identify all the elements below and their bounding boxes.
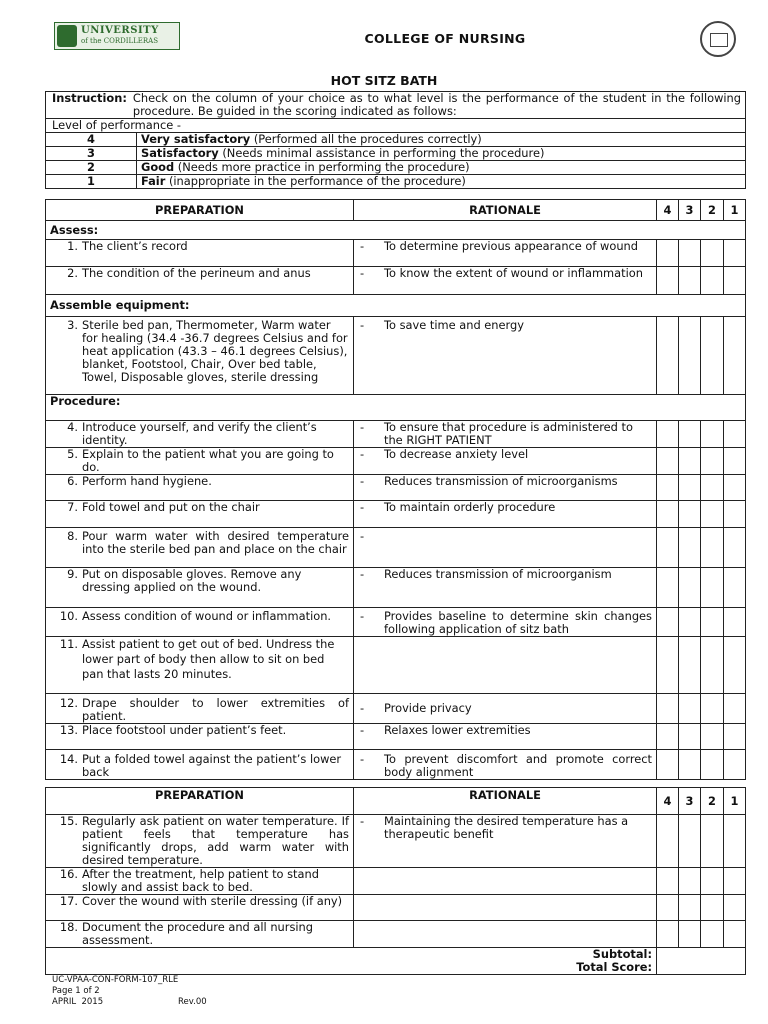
item-rationale (384, 530, 652, 543)
score-cell[interactable] (679, 921, 701, 948)
score-cell[interactable] (679, 475, 701, 501)
item-dash: - (360, 814, 365, 828)
item-dash: - (360, 266, 365, 280)
score-cell[interactable] (701, 868, 724, 895)
section-assess: Assess: (46, 221, 746, 240)
item-number: 18. (59, 920, 78, 934)
item-rationale: To determine previous appearance of wound (384, 239, 638, 253)
score-cell[interactable] (657, 724, 679, 750)
item-rationale: Relaxes lower extremities (384, 723, 531, 737)
score-cell[interactable] (679, 724, 701, 750)
score-cell[interactable] (679, 528, 701, 568)
item-number: 5. (67, 447, 78, 461)
score-cell[interactable] (724, 815, 746, 868)
item-rationale: To save time and energy (384, 318, 524, 332)
table-row (46, 895, 746, 921)
level-score: 3 (46, 147, 137, 161)
col-score-1: 1 (724, 200, 746, 221)
item-dash: - (360, 752, 365, 766)
score-cell[interactable] (679, 448, 701, 475)
total-row (46, 948, 746, 975)
level-row (46, 175, 746, 189)
score-cell[interactable] (657, 475, 679, 501)
score-cell[interactable] (701, 317, 724, 395)
col-score-2: 2 (701, 788, 724, 815)
score-cell[interactable] (701, 637, 724, 694)
item-rationale: To maintain orderly procedure (384, 500, 556, 514)
item-text: Drape shoulder to lower extremities of patient. (82, 696, 349, 723)
footer (52, 975, 207, 1008)
page-number: Page 1 of 2 (52, 986, 100, 996)
score-cell[interactable] (679, 267, 701, 295)
score-cell[interactable] (657, 421, 679, 448)
level-name: Good (141, 160, 175, 174)
item-text: Perform hand hygiene. (82, 474, 212, 488)
item-rationale: To prevent discomfort and promote correct body alignment (384, 752, 652, 779)
item-number: 9. (67, 567, 78, 581)
item-text: Place footstool under patient’s feet. (82, 723, 287, 737)
score-cell[interactable] (679, 317, 701, 395)
footer-date: APRIL 2015 (52, 997, 104, 1007)
item-text: Assess condition of wound or inflammation. (82, 609, 332, 623)
table-row (46, 475, 746, 501)
score-cell[interactable] (657, 528, 679, 568)
table-row (46, 694, 746, 724)
item-rationale: Reduces transmission of microorganism (384, 567, 612, 581)
col-rationale: RATIONALE (354, 788, 657, 815)
table-row (46, 267, 746, 295)
section-assemble: Assemble equipment: (46, 295, 746, 317)
score-cell[interactable] (724, 921, 746, 948)
item-number: 12. (59, 696, 78, 710)
score-cell[interactable] (679, 895, 701, 921)
item-text: The client’s record (82, 239, 188, 253)
university-logo (54, 22, 180, 50)
score-cell[interactable] (701, 421, 724, 448)
item-number: 13. (59, 723, 78, 737)
item-number: 16. (59, 867, 78, 881)
score-cell[interactable] (724, 694, 746, 724)
item-number: 4. (67, 420, 78, 434)
item-text: Pour warm water with desired temperature into the sterile bed pan and place on the chair (82, 529, 349, 556)
logo-line1: UNIVERSITY (81, 25, 159, 36)
logo-emblem-icon (57, 25, 77, 47)
table-row (46, 608, 746, 637)
score-cell[interactable] (724, 475, 746, 501)
item-dash: - (360, 500, 365, 514)
score-cell[interactable] (657, 448, 679, 475)
table-row (46, 528, 746, 568)
score-cell[interactable] (701, 568, 724, 608)
item-dash: - (360, 609, 365, 623)
score-cell[interactable] (724, 724, 746, 750)
table-row (46, 868, 746, 895)
level-score: 1 (46, 175, 137, 189)
table-row (46, 501, 746, 528)
col-score-3: 3 (679, 788, 701, 815)
score-cell[interactable] (657, 240, 679, 267)
score-cell[interactable] (701, 608, 724, 637)
total-label: Total Score: (576, 960, 652, 974)
score-cell[interactable] (701, 921, 724, 948)
score-cell[interactable] (701, 895, 724, 921)
score-cell[interactable] (657, 815, 679, 868)
col-score-2: 2 (701, 200, 724, 221)
col-preparation: PREPARATION (46, 788, 354, 815)
table-row (46, 568, 746, 608)
score-cell[interactable] (724, 448, 746, 475)
level-row (46, 147, 746, 161)
score-cell[interactable] (679, 694, 701, 724)
item-number: 11. (59, 637, 78, 651)
score-cell[interactable] (701, 528, 724, 568)
item-dash: - (360, 567, 365, 581)
table-row (46, 637, 746, 694)
score-cell[interactable] (724, 608, 746, 637)
level-desc: (Performed all the procedures correctly) (253, 132, 482, 146)
subtotal-label: Subtotal: (592, 947, 652, 961)
score-cell[interactable] (657, 895, 679, 921)
level-desc: (Needs more practice in performing the procedure) (177, 160, 470, 174)
score-cell[interactable] (679, 608, 701, 637)
score-cell[interactable] (657, 267, 679, 295)
score-cell[interactable] (724, 868, 746, 895)
item-rationale: Maintaining the desired temperature has a therapeutic benefit (384, 814, 629, 841)
item-rationale: To decrease anxiety level (384, 447, 529, 461)
item-rationale: Reduces transmission of microorganisms (384, 474, 618, 488)
logo-line2: of the CORDILLERAS (81, 37, 158, 45)
item-dash: - (360, 723, 365, 737)
item-number: 17. (59, 894, 78, 908)
item-number: 3. (67, 318, 78, 332)
score-cell[interactable] (657, 317, 679, 395)
instruction-table (45, 91, 746, 189)
item-text: Cover the wound with sterile dressing (if any) (82, 894, 343, 908)
item-text: The condition of the perineum and anus (82, 266, 311, 280)
score-cell[interactable] (701, 694, 724, 724)
score-cell[interactable] (679, 568, 701, 608)
score-cell[interactable] (679, 240, 701, 267)
score-cell[interactable] (724, 267, 746, 295)
table-row (46, 240, 746, 267)
col-rationale: RATIONALE (354, 200, 657, 221)
score-cell[interactable] (701, 501, 724, 528)
item-dash: - (360, 447, 365, 461)
item-dash: - (360, 474, 365, 488)
college-seal-icon (700, 21, 736, 57)
item-dash: - (360, 239, 365, 253)
item-dash: - (360, 318, 365, 332)
score-cell[interactable] (657, 750, 679, 780)
item-text: Explain to the patient what you are going to do. (82, 447, 334, 474)
item-dash: - (360, 529, 365, 543)
score-cell[interactable] (701, 240, 724, 267)
col-preparation: PREPARATION (46, 200, 354, 221)
score-cell[interactable] (657, 608, 679, 637)
table-row (46, 815, 746, 868)
col-score-3: 3 (679, 200, 701, 221)
score-cell[interactable] (657, 637, 679, 694)
item-number: 8. (67, 529, 78, 543)
item-text: After the treatment, help patient to stand slowly and assist back to bed. (82, 867, 319, 894)
procedure-table-1 (45, 199, 746, 780)
score-cell[interactable] (724, 568, 746, 608)
score-cell[interactable] (679, 501, 701, 528)
table-row (46, 750, 746, 780)
table-row (46, 921, 746, 948)
item-number: 6. (67, 474, 78, 488)
item-number: 2. (67, 266, 78, 280)
instruction-label: Instruction: (52, 91, 127, 105)
score-cell[interactable] (724, 501, 746, 528)
score-cell[interactable] (701, 815, 724, 868)
level-row (46, 133, 746, 147)
total-score-cell[interactable] (657, 948, 746, 975)
score-cell[interactable] (679, 421, 701, 448)
item-number: 14. (59, 752, 78, 766)
score-cell[interactable] (724, 240, 746, 267)
instruction-text: Check on the column of your choice as to what level is the performance of the student in the following procedure. Be guided in the scoring indicated as follows: (132, 91, 742, 118)
level-name: Fair (141, 174, 166, 188)
col-score-4: 4 (657, 788, 679, 815)
col-score-4: 4 (657, 200, 679, 221)
item-dash: - (360, 420, 365, 434)
score-cell[interactable] (701, 475, 724, 501)
score-cell[interactable] (701, 750, 724, 780)
score-cell[interactable] (657, 501, 679, 528)
item-rationale: Provides baseline to determine skin changes following application of sitz bath (384, 609, 652, 636)
item-rationale: Provide privacy (384, 701, 472, 715)
item-text: Introduce yourself, and verify the client’s identity. (82, 420, 317, 447)
college-name: COLLEGE OF NURSING (364, 31, 526, 46)
form-title: HOT SITZ BATH (330, 73, 438, 88)
item-number: 10. (59, 609, 78, 623)
item-text: Put on disposable gloves. Remove any dressing applied on the wound. (82, 567, 302, 594)
score-cell[interactable] (724, 421, 746, 448)
table-row (46, 724, 746, 750)
item-number: 7. (67, 500, 78, 514)
score-cell[interactable] (701, 724, 724, 750)
score-cell[interactable] (657, 921, 679, 948)
item-text: Document the procedure and all nursing assessment. (82, 920, 314, 947)
score-cell[interactable] (724, 637, 746, 694)
table-row (46, 421, 746, 448)
item-text: Put a folded towel against the patient’s lower back (82, 752, 342, 779)
item-dash: - (360, 701, 365, 715)
instruction-cell (46, 92, 746, 119)
score-cell[interactable] (679, 750, 701, 780)
level-label: Level of performance - (46, 119, 746, 133)
table-row (46, 317, 746, 395)
footer-rev: Rev.00 (178, 997, 207, 1007)
table-row (46, 448, 746, 475)
item-number: 1. (67, 239, 78, 253)
score-cell[interactable] (701, 448, 724, 475)
level-score: 2 (46, 161, 137, 175)
item-rationale: To ensure that procedure is administered to the RIGHT PATIENT (384, 420, 633, 447)
score-cell[interactable] (724, 750, 746, 780)
score-cell[interactable] (724, 317, 746, 395)
score-cell[interactable] (724, 528, 746, 568)
col-score-1: 1 (724, 788, 746, 815)
score-cell[interactable] (657, 694, 679, 724)
score-cell[interactable] (701, 267, 724, 295)
level-desc: (inappropriate in the performance of the procedure) (168, 174, 466, 188)
item-text: Sterile bed pan, Thermometer, Warm water for healing (34.4 -36.7 degrees Celsius and for heat application (43.3 – 46.1 degrees Celsius), blanket, Footstool, Chair, Over bed table, Towel, Disposable gloves, sterile dressing (82, 318, 348, 384)
score-cell[interactable] (657, 568, 679, 608)
level-row (46, 161, 746, 175)
level-name: Very satisfactory (141, 132, 251, 146)
item-number: 15. (59, 814, 78, 828)
procedure-table-2 (45, 787, 746, 975)
score-cell[interactable] (724, 895, 746, 921)
level-name: Satisfactory (141, 146, 219, 160)
item-text: Fold towel and put on the chair (82, 500, 260, 514)
score-cell[interactable] (657, 868, 679, 895)
item-rationale: To know the extent of wound or inflammation (384, 266, 643, 280)
score-cell[interactable] (679, 815, 701, 868)
item-text: Assist patient to get out of bed. Undress the lower part of body then allow to sit on bed pan that lasts 20 minutes. (82, 637, 335, 681)
form-code: UC-VPAA-CON-FORM-107_RLE (52, 975, 179, 985)
level-desc: (Needs minimal assistance in performing the procedure) (222, 146, 545, 160)
item-text: Regularly ask patient on water temperature. If patient feels that temperature has significantly drops, add warm water with desired temperature. (82, 814, 349, 867)
level-score: 4 (46, 133, 137, 147)
section-procedure: Procedure: (46, 395, 746, 421)
score-cell[interactable] (679, 868, 701, 895)
score-cell[interactable] (679, 637, 701, 694)
